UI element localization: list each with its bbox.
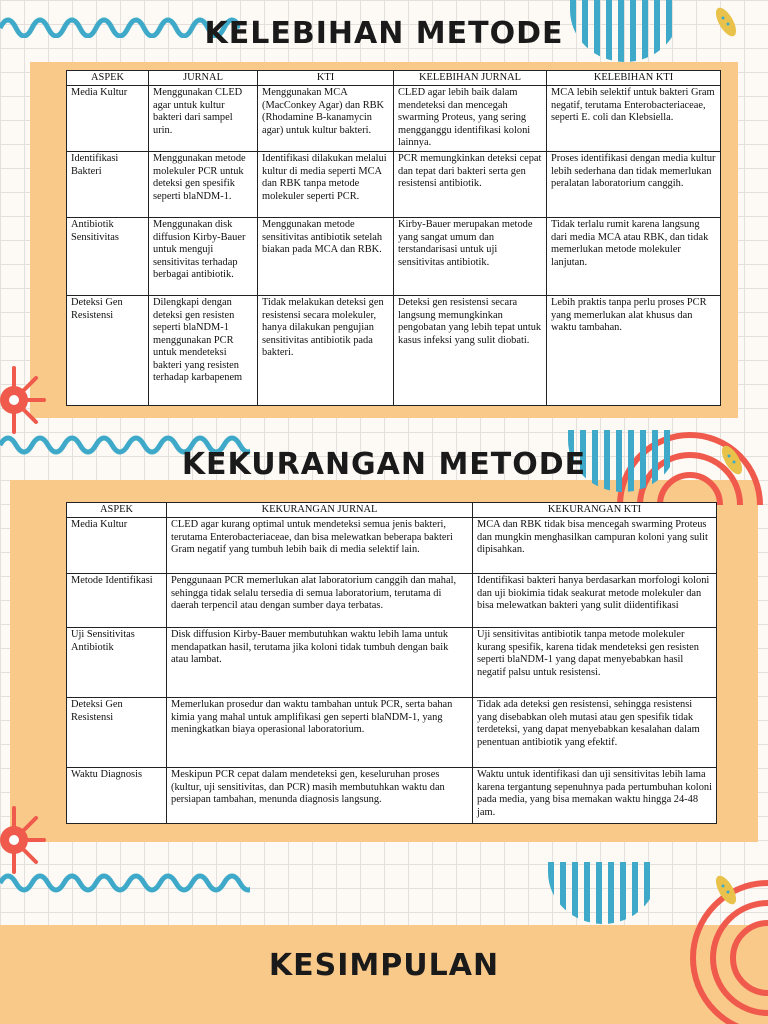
table-cell: Menggunakan metode molekuler PCR untuk deteksi gen spesifik seperti blaNDM-1.	[149, 152, 258, 218]
column-header: ASPEK	[67, 503, 167, 518]
table-row	[67, 628, 717, 698]
kelebihan-table-container	[66, 70, 720, 406]
table-cell: Penggunaan PCR memerlukan alat laboratorium canggih dan mahal, sehingga tidak selalu tersedia di semua laboratorium, terutama di daerah terpencil atau dengan sumber daya terbatas.	[167, 574, 473, 628]
table-cell: Identifikasi Bakteri	[67, 152, 149, 218]
table-cell: CLED agar lebih baik dalam mendeteksi dan mencegah swarming Proteus, yang sering mengganggu identifikasi koloni lainnya.	[394, 86, 547, 152]
table-cell: Menggunakan disk diffusion Kirby-Bauer untuk menguji sensitivitas terhadap berbagai antibiotik.	[149, 218, 258, 296]
column-header: KEKURANGAN KTI	[473, 503, 717, 518]
table-header-row	[67, 503, 717, 518]
column-header: KELEBIHAN KTI	[547, 71, 721, 86]
table-cell: Proses identifikasi dengan media kultur lebih sederhana dan tidak memerlukan peralatan laboratorium canggih.	[547, 152, 721, 218]
table-row	[67, 218, 721, 296]
table-row	[67, 518, 717, 574]
table-cell: Uji sensitivitas antibiotik tanpa metode molekuler kurang spesifik, karena tidak mendeteksi gen resisten seperti blaNDM-1 yang dapat menyebabkan hasil negatif palsu untuk resistensi.	[473, 628, 717, 698]
table-cell: CLED agar kurang optimal untuk mendeteksi semua jenis bakteri, terutama Enterobacteriaceae, dan bisa melewatkan beberapa bakteri Gram negatif yang tumbuh lebih baik di media selektif lain.	[167, 518, 473, 574]
column-header: KELEBIHAN JURNAL	[394, 71, 547, 86]
wave-line-decoration	[0, 868, 250, 898]
kekurangan-table-container	[66, 502, 716, 824]
table-header-row	[67, 71, 721, 86]
table-cell: Lebih praktis tanpa perlu proses PCR yang memerlukan alat khusus dan waktu tambahan.	[547, 296, 721, 406]
table-cell: Identifikasi bakteri hanya berdasarkan morfologi koloni dan uji biokimia tidak seakurat metode molekuler dan bisa melewatkan bakteri yang sulit diidentifikasi	[473, 574, 717, 628]
table-cell: Identifikasi dilakukan melalui kultur di media seperti MCA dan RBK tanpa metode molekuler seperti PCR.	[258, 152, 394, 218]
column-header: ASPEK	[67, 71, 149, 86]
stripe-arch-decoration	[548, 862, 658, 924]
table-cell: Uji Sensitivitas Antibiotik	[67, 628, 167, 698]
table-row	[67, 152, 721, 218]
column-header: KTI	[258, 71, 394, 86]
table-cell: Tidak melakukan deteksi gen resistensi secara molekuler, hanya dilakukan pengujian sensitivitas antibiotik pada bakteri.	[258, 296, 394, 406]
table-cell: MCA dan RBK tidak bisa mencegah swarming Proteus dan mungkin menghasilkan campuran koloni yang sulit dipisahkan.	[473, 518, 717, 574]
table-cell: Antibiotik Sensitivitas	[67, 218, 149, 296]
table-cell: Memerlukan prosedur dan waktu tambahan untuk PCR, serta bahan kimia yang mahal untuk amplifikasi gen seperti blaNDM-1, yang meningkatkan biaya operasional laboratorium.	[167, 698, 473, 768]
table-cell: Menggunakan metode sensitivitas antibiotik setelah biakan pada MCA dan RBK.	[258, 218, 394, 296]
table-cell: Menggunakan CLED agar untuk kultur bakteri dari sampel urin.	[149, 86, 258, 152]
table-cell: Metode Identifikasi	[67, 574, 167, 628]
bacteria-icon	[706, 870, 746, 910]
column-header: JURNAL	[149, 71, 258, 86]
heading-kekurangan: KEKURANGAN METODE	[181, 447, 587, 482]
table-cell: MCA lebih selektif untuk bakteri Gram negatif, terutama Enterobacteriaceae, seperti E. coli dan Klebsiella.	[547, 86, 721, 152]
heading-kesimpulan: KESIMPULAN	[268, 948, 500, 983]
table-cell: Tidak ada deteksi gen resistensi, sehingga resistensi yang disebabkan oleh mutasi atau gen spesifik tidak terdeteksi, yang dapat menyebabkan kesalahan dalam penentuan antibiotik yang efektif.	[473, 698, 717, 768]
table-cell: Tidak terlalu rumit karena langsung dari media MCA atau RBK, dan tidak memerlukan metode molekuler lanjutan.	[547, 218, 721, 296]
table-cell: Deteksi gen resistensi secara langsung memungkinkan pengobatan yang lebih tepat untuk kasus infeksi yang sulit diobati.	[394, 296, 547, 406]
heading-kelebihan: KELEBIHAN METODE	[204, 16, 564, 51]
column-header: KEKURANGAN JURNAL	[167, 503, 473, 518]
table-cell: Waktu Diagnosis	[67, 768, 167, 824]
table-row	[67, 574, 717, 628]
virus-icon	[0, 360, 56, 440]
table-cell: PCR memungkinkan deteksi cepat dan tepat dari bakteri serta gen resistensi antibiotik.	[394, 152, 547, 218]
table-cell: Deteksi Gen Resistensi	[67, 698, 167, 768]
table-cell: Deteksi Gen Resistensi	[67, 296, 149, 406]
table-cell: Meskipun PCR cepat dalam mendeteksi gen, keseluruhan proses (kultur, uji sensitivitas, dan PCR) masih membutuhkan waktu dan persiapan tambahan, menunda diagnosis langsung.	[167, 768, 473, 824]
table-row	[67, 768, 717, 824]
kelebihan-table	[66, 70, 721, 406]
table-cell: Kirby-Bauer merupakan metode yang sangat umum dan terstandarisasi untuk uji sensitivitas antibiotik.	[394, 218, 547, 296]
table-cell: Media Kultur	[67, 518, 167, 574]
table-row	[67, 86, 721, 152]
table-cell: Waktu untuk identifikasi dan uji sensitivitas lebih lama karena tergantung sepenuhnya pada pertumbuhan koloni pada media, yang bisa memakan waktu hingga 24-48 jam.	[473, 768, 717, 824]
table-cell: Media Kultur	[67, 86, 149, 152]
table-cell: Disk diffusion Kirby-Bauer membutuhkan waktu lebih lama untuk mendapatkan hasil, terutama jika koloni tidak tumbuh dengan baik atau lambat.	[167, 628, 473, 698]
kekurangan-table	[66, 502, 717, 824]
table-row	[67, 296, 721, 406]
table-row	[67, 698, 717, 768]
table-cell: Dilengkapi dengan deteksi gen resisten seperti blaNDM-1 menggunakan PCR untuk mendeteksi bakteri yang resisten terhadap karbapenem	[149, 296, 258, 406]
table-cell: Menggunakan MCA (MacConkey Agar) dan RBK (Rhodamine B-kanamycin agar) untuk kultur bakteri.	[258, 86, 394, 152]
